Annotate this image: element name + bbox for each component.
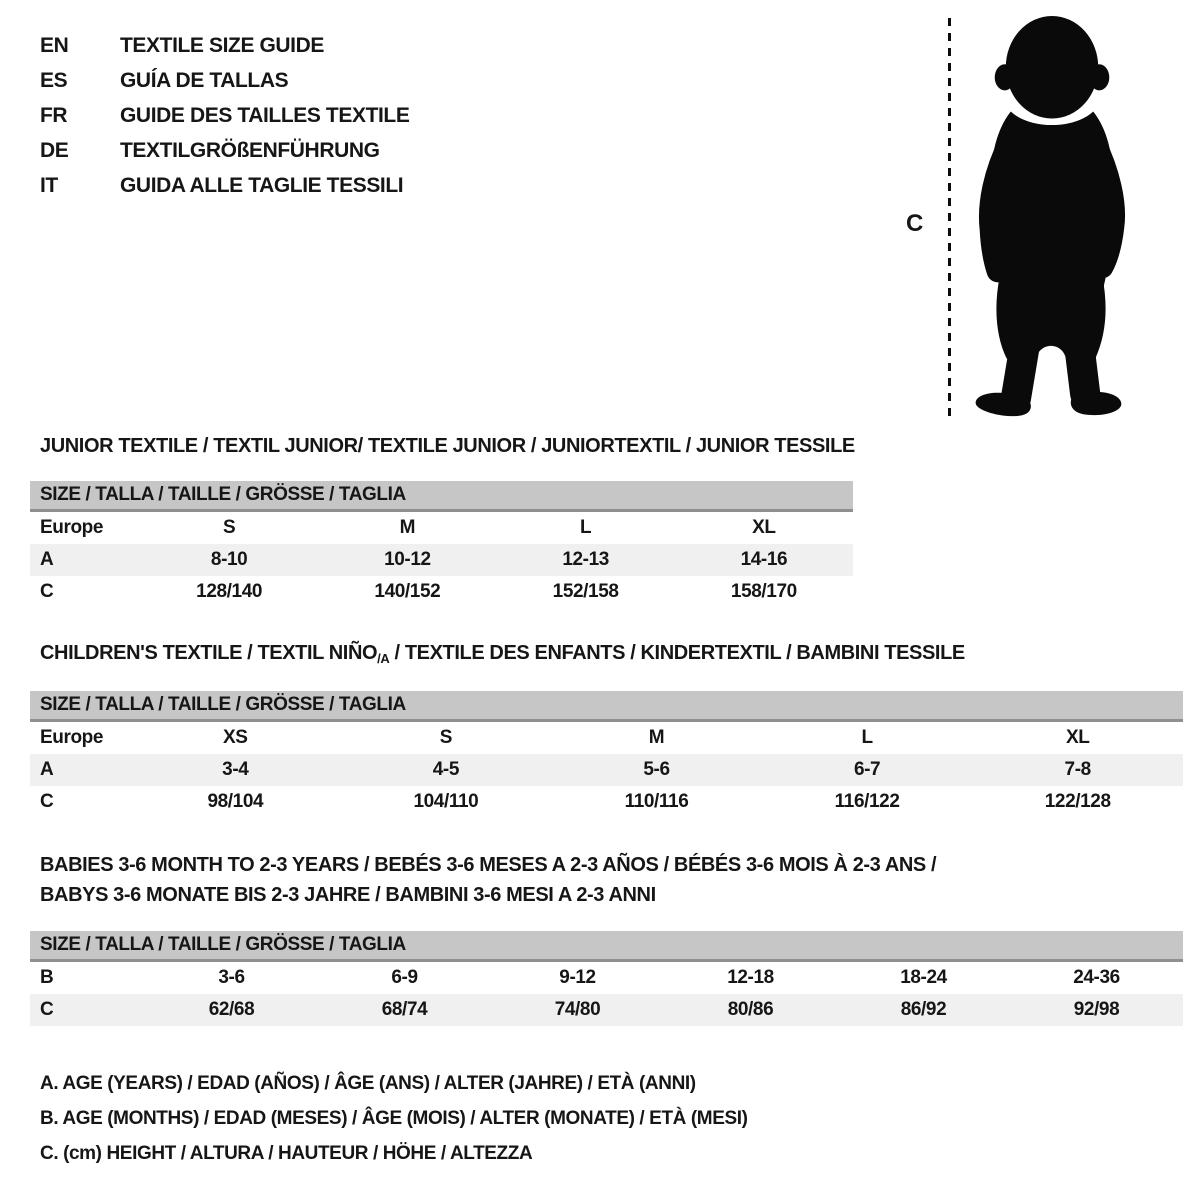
table-cell: S bbox=[222, 517, 236, 538]
legend-line-c: C. (cm) HEIGHT / ALTURA / HAUTEUR / HÖHE / ALTEZZA bbox=[40, 1142, 533, 1164]
babies-section-heading bbox=[40, 850, 936, 910]
measure-key-legend bbox=[40, 1066, 748, 1171]
table-cell: 86/92 bbox=[900, 999, 947, 1020]
size-table-header: SIZE / TALLA / TAILLE / GRÖSSE / TAGLIA bbox=[30, 691, 1183, 721]
babies-heading-line2: BABYS 3-6 MONATE BIS 2-3 JAHRE / BAMBINI 3-6 MESI A 2-3 ANNI bbox=[40, 884, 656, 906]
language-title: GUIDA ALLE TAGLIE TESSILI bbox=[120, 173, 404, 197]
table-row bbox=[30, 576, 853, 608]
language-title: TEXTILE SIZE GUIDE bbox=[120, 33, 324, 57]
table-cell: 152/158 bbox=[552, 581, 619, 602]
toddler-silhouette-icon bbox=[963, 13, 1139, 417]
children-heading-pre: CHILDREN'S TEXTILE / TEXTIL NIÑO bbox=[40, 642, 378, 664]
table-row bbox=[30, 511, 853, 545]
table-cell: 12-18 bbox=[727, 967, 774, 988]
table-cell: 12-13 bbox=[562, 549, 609, 570]
row-label: A bbox=[40, 759, 54, 780]
row-label: C bbox=[40, 581, 54, 602]
language-code: IT bbox=[40, 173, 58, 197]
language-code: FR bbox=[40, 103, 68, 127]
table-row bbox=[30, 961, 1183, 995]
children-size-table bbox=[30, 691, 1183, 818]
height-measure-label: C bbox=[906, 210, 923, 237]
table-cell: 4-5 bbox=[432, 759, 460, 780]
children-section-heading bbox=[40, 642, 965, 666]
table-cell: XL bbox=[752, 517, 776, 538]
table-cell: 18-24 bbox=[900, 967, 947, 988]
table-cell: 158/170 bbox=[730, 581, 797, 602]
table-cell: L bbox=[580, 517, 592, 538]
size-table-header: SIZE / TALLA / TAILLE / GRÖSSE / TAGLIA bbox=[30, 931, 1183, 961]
language-row-fr bbox=[40, 98, 409, 133]
language-code: ES bbox=[40, 68, 68, 92]
language-code: DE bbox=[40, 138, 69, 162]
table-cell: S bbox=[439, 727, 453, 748]
table-cell: XS bbox=[223, 727, 248, 748]
table-cell: 98/104 bbox=[207, 791, 264, 812]
legend-line-b: B. AGE (MONTHS) / EDAD (MESES) / ÂGE (MOIS) / ALTER (MONATE) / ETÀ (MESI) bbox=[40, 1107, 748, 1129]
row-label: Europe bbox=[40, 517, 104, 538]
table-row bbox=[30, 786, 1183, 818]
junior-size-table bbox=[30, 481, 853, 608]
table-cell: 3-4 bbox=[222, 759, 249, 780]
table-cell: 140/152 bbox=[374, 581, 441, 602]
table-cell: 9-12 bbox=[559, 967, 596, 988]
table-cell: 128/140 bbox=[196, 581, 263, 602]
table-cell: 62/68 bbox=[208, 999, 255, 1020]
language-row-en bbox=[40, 28, 409, 63]
language-row-it bbox=[40, 168, 409, 203]
table-cell: 6-9 bbox=[391, 967, 418, 988]
children-heading-sub: /A bbox=[377, 651, 390, 666]
table-cell: XL bbox=[1065, 727, 1090, 748]
size-table-header: SIZE / TALLA / TAILLE / GRÖSSE / TAGLIA bbox=[30, 481, 853, 511]
row-label: C bbox=[40, 999, 54, 1020]
table-cell: 74/80 bbox=[554, 999, 601, 1020]
table-row bbox=[30, 994, 1183, 1026]
language-title: GUIDE DES TAILLES TEXTILE bbox=[120, 103, 410, 127]
legend-line-a: A. AGE (YEARS) / EDAD (AÑOS) / ÂGE (ANS) / ALTER (JAHRE) / ETÀ (ANNI) bbox=[40, 1072, 696, 1094]
table-cell: 122/128 bbox=[1044, 791, 1111, 812]
children-heading-post: / TEXTILE DES ENFANTS / KINDERTEXTIL / BAMBINI TESSILE bbox=[389, 642, 965, 664]
row-label: Europe bbox=[40, 727, 104, 748]
row-label: C bbox=[40, 791, 54, 812]
table-row bbox=[30, 544, 853, 576]
table-cell: 7-8 bbox=[1064, 759, 1091, 780]
row-label: B bbox=[40, 967, 54, 988]
junior-section-heading: JUNIOR TEXTILE / TEXTIL JUNIOR/ TEXTILE JUNIOR / JUNIORTEXTIL / JUNIOR TESSILE bbox=[40, 435, 855, 457]
table-cell: L bbox=[861, 727, 873, 748]
table-cell: 80/86 bbox=[727, 999, 774, 1020]
table-cell: 104/110 bbox=[413, 791, 479, 812]
table-row bbox=[30, 754, 1183, 786]
table-cell: M bbox=[648, 727, 665, 748]
table-cell: M bbox=[399, 517, 416, 538]
table-cell: 5-6 bbox=[643, 759, 670, 780]
babies-size-table bbox=[30, 931, 1183, 1026]
height-dashed-line bbox=[948, 18, 951, 416]
language-title: GUÍA DE TALLAS bbox=[120, 68, 289, 92]
table-cell: 24-36 bbox=[1073, 967, 1120, 988]
table-cell: 14-16 bbox=[740, 549, 788, 570]
table-cell: 3-6 bbox=[218, 967, 245, 988]
table-cell: 6-7 bbox=[853, 759, 881, 780]
language-title: TEXTILGRÖßENFÜHRUNG bbox=[120, 138, 380, 162]
language-row-de bbox=[40, 133, 409, 168]
table-cell: 116/122 bbox=[834, 791, 900, 812]
language-title-list bbox=[40, 28, 409, 203]
row-label: A bbox=[40, 549, 54, 570]
table-cell: 92/98 bbox=[1073, 999, 1120, 1020]
language-row-es bbox=[40, 63, 409, 98]
language-code: EN bbox=[40, 33, 69, 57]
table-cell: 110/116 bbox=[624, 791, 689, 812]
table-cell: 10-12 bbox=[384, 549, 431, 570]
babies-heading-line1: BABIES 3-6 MONTH TO 2-3 YEARS / BEBÉS 3-6 MESES A 2-3 AÑOS / BÉBÉS 3-6 MOIS À 2-3 ANS / bbox=[40, 854, 937, 876]
table-row bbox=[30, 721, 1183, 755]
table-cell: 68/74 bbox=[381, 999, 428, 1020]
table-cell: 8-10 bbox=[210, 549, 248, 570]
